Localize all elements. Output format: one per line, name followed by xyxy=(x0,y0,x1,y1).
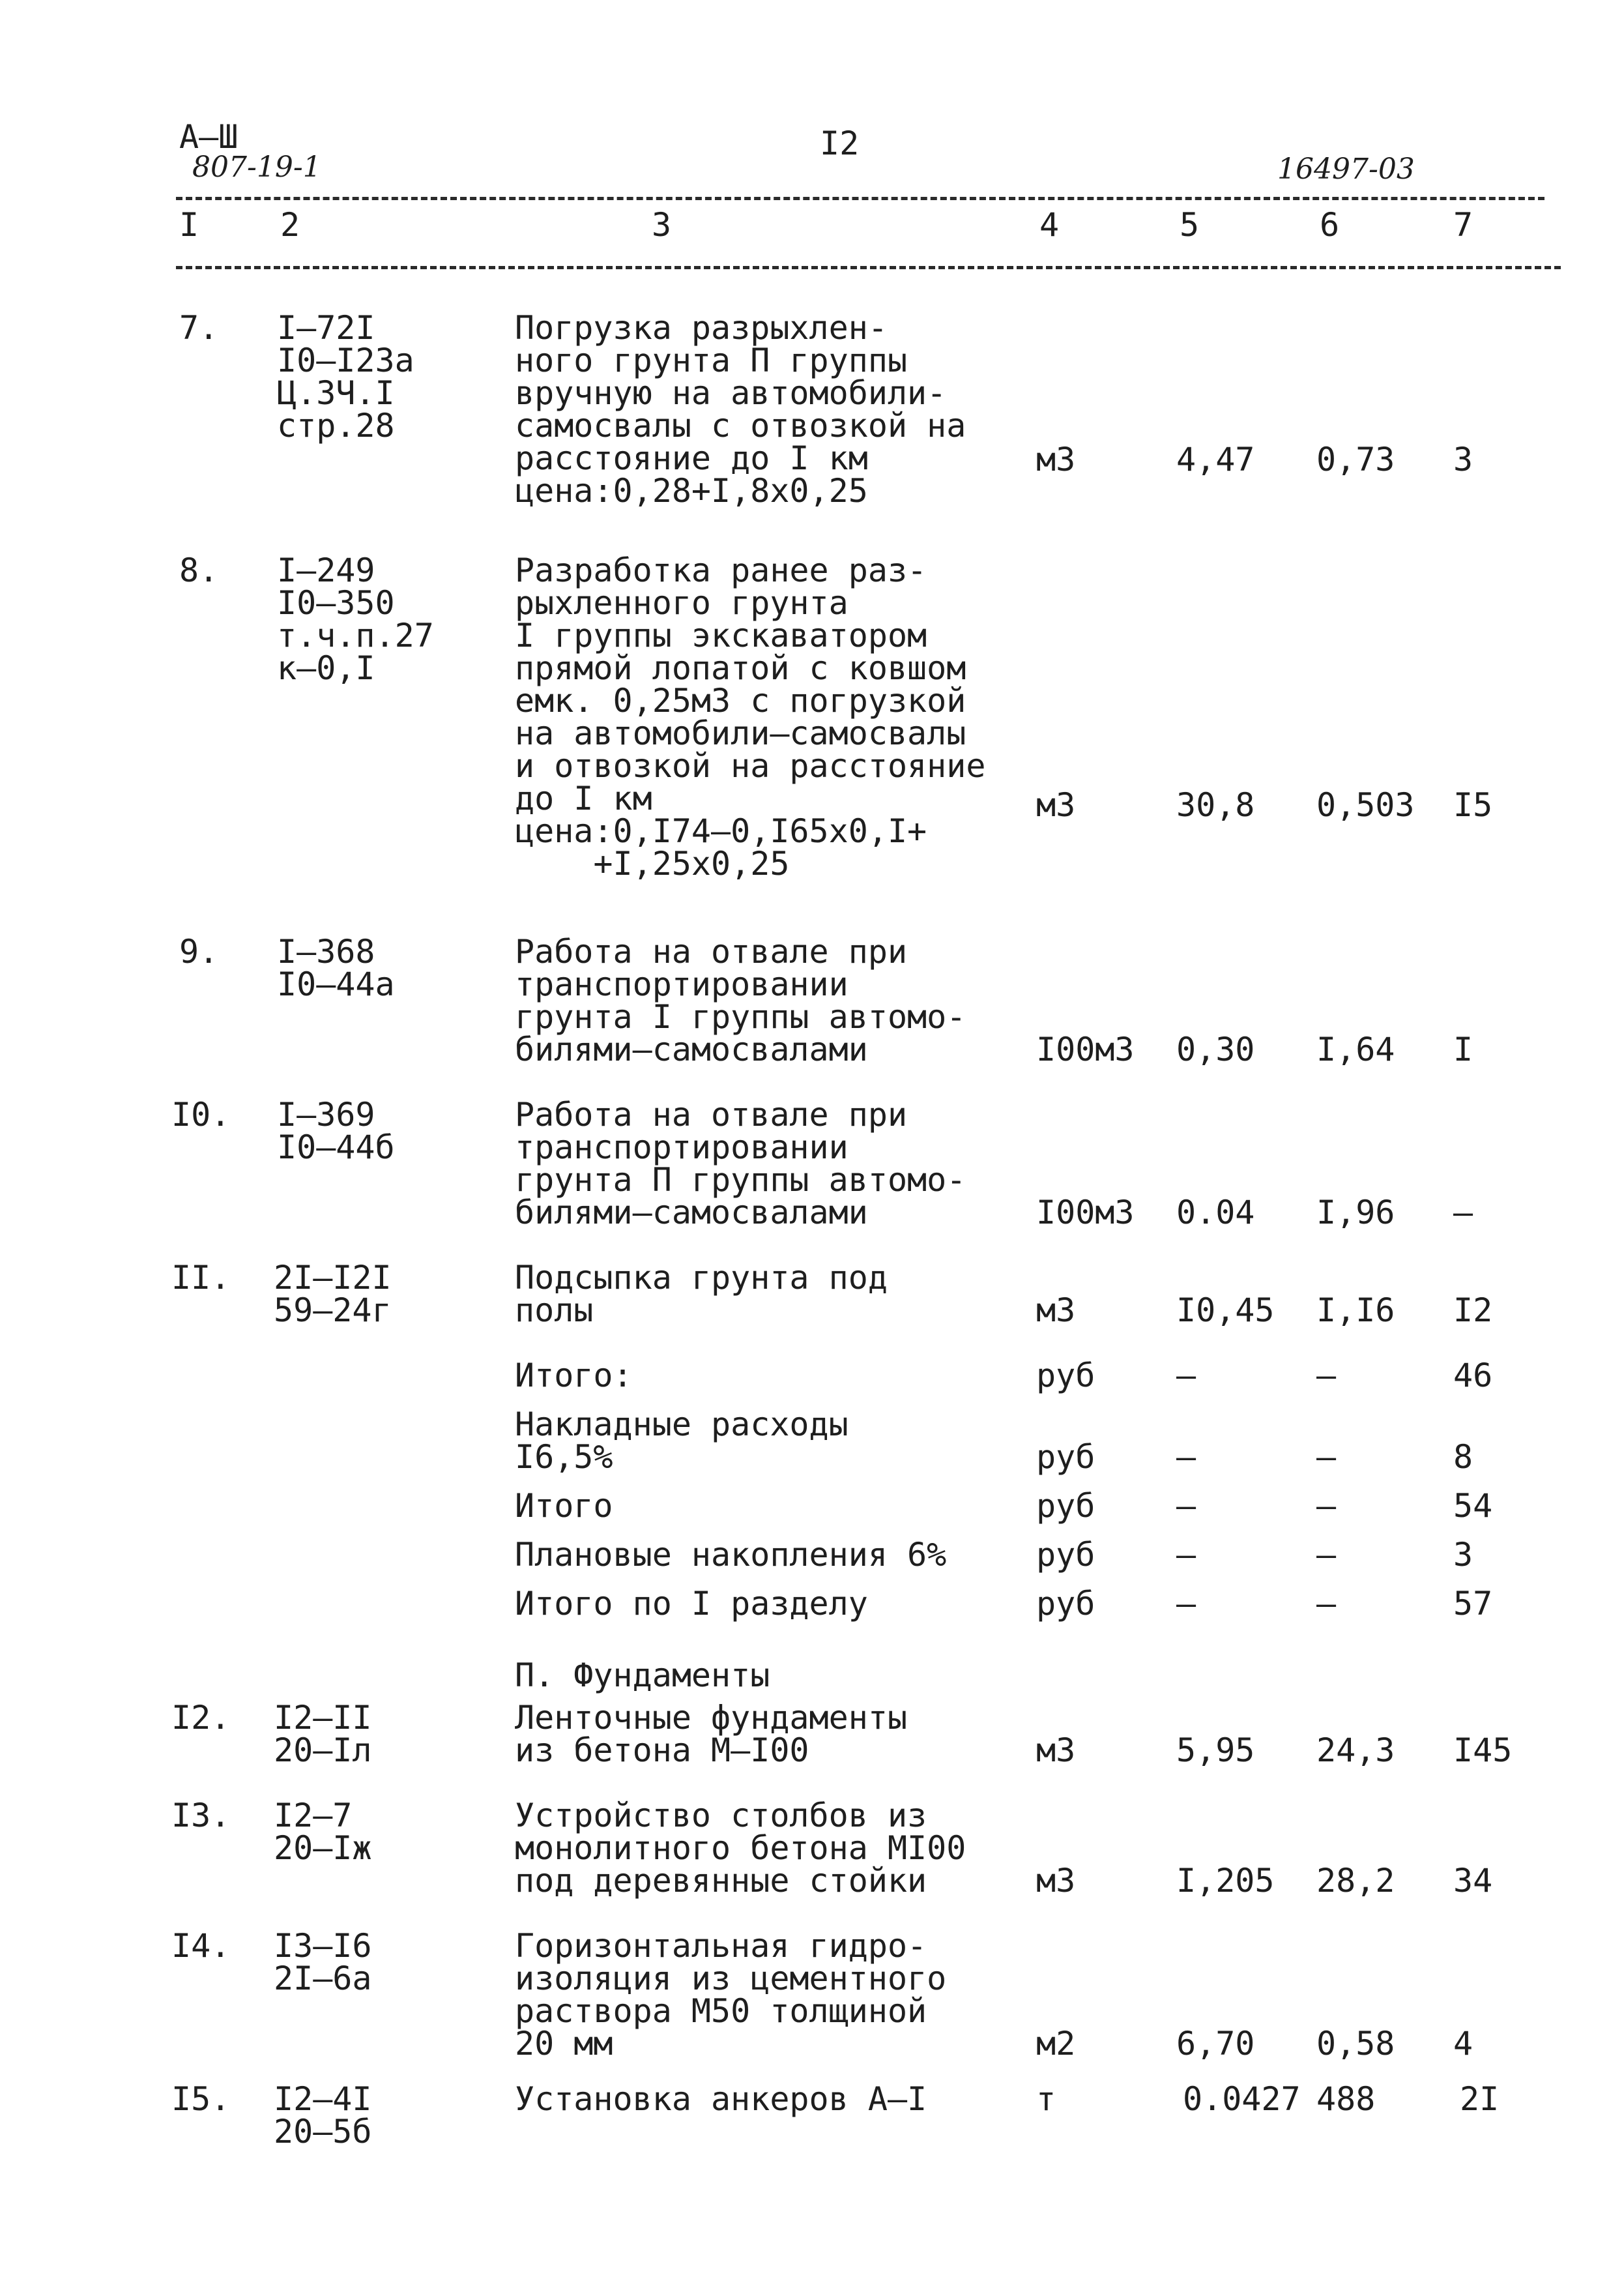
row-code: I3—I6 2I—6а xyxy=(274,1927,372,1997)
col-number-7: 7 xyxy=(1453,206,1473,244)
row-unit: т xyxy=(1036,2080,1056,2118)
row-total: 4 xyxy=(1453,2025,1473,2063)
row-unit: руб xyxy=(1036,1585,1095,1623)
row-code: I2—II 20—Iл xyxy=(274,1699,372,1769)
row-description: Горизонтальная гидро- изоляция из цементного раствора М50 толщиной 20 мм xyxy=(515,1927,947,2063)
col-number-6: 6 xyxy=(1320,206,1340,244)
row-quantity: 30,8 xyxy=(1176,786,1255,824)
row-number: I0. xyxy=(171,1096,231,1134)
header-bottom-rule xyxy=(176,266,1561,269)
col-number-3: 3 xyxy=(652,206,672,244)
row-quantity: 0.04 xyxy=(1176,1194,1255,1231)
row-unit: м3 xyxy=(1036,786,1076,824)
row-quantity: — xyxy=(1176,1536,1196,1574)
section-total-label: Итого по I разделу xyxy=(515,1585,868,1623)
planned-savings-label: Плановые накопления 6% xyxy=(515,1536,947,1574)
row-number: 7. xyxy=(179,309,219,347)
handwritten-left-number: 807-19-1 xyxy=(192,151,321,184)
row-unit: м3 xyxy=(1036,1731,1076,1769)
row-code: I—368 I0—44а xyxy=(277,933,395,1003)
row-unit: I00м3 xyxy=(1036,1194,1135,1231)
row-code: I2—7 20—Iж xyxy=(274,1797,372,1867)
row-quantity: — xyxy=(1176,1585,1196,1623)
row-description: Погрузка разрыхлен- ного грунта П группы вручную на автомобили- самосвалы с отвозкой на расстояние до I км цена:0,28+I,8х0,25 xyxy=(515,309,966,510)
row-quantity: — xyxy=(1176,1357,1196,1394)
col-number-5: 5 xyxy=(1180,206,1200,244)
row-number: 9. xyxy=(179,933,219,971)
row-unit: м3 xyxy=(1036,1291,1076,1329)
row-quantity: — xyxy=(1176,1487,1196,1525)
row-number: I3. xyxy=(171,1797,231,1834)
row-unit-price: 0,73 xyxy=(1316,441,1395,478)
row-total: 8 xyxy=(1453,1438,1473,1476)
row-description: Работа на отвале при транспортировании грунта П группы автомо- билями—самосвалами xyxy=(515,1096,966,1231)
row-unit: м3 xyxy=(1036,441,1076,478)
row-description: Установка анкеров А—I xyxy=(515,2080,927,2118)
row-number: 8. xyxy=(179,551,219,589)
row-quantity: 4,47 xyxy=(1176,441,1255,478)
row-description: Разработка ранее раз- рыхленного грунта I группы экскаватором прямой лопатой с ковшом емк. 0,25м3 с погрузкой на автомобили—самосвалы и отвозкой на расстояние до I км цена:0,I74—0,I65х0,I+ +I,25х0,25 xyxy=(515,551,986,883)
row-unit: I00м3 xyxy=(1036,1031,1135,1068)
row-unit: руб xyxy=(1036,1357,1095,1394)
row-quantity: 5,95 xyxy=(1176,1731,1255,1769)
row-unit-price: I,I6 xyxy=(1316,1291,1395,1329)
row-total: I2 xyxy=(1453,1291,1493,1329)
col-number-4: 4 xyxy=(1039,206,1060,244)
row-description: Подсыпка грунта под полы xyxy=(515,1259,888,1329)
row-total: 46 xyxy=(1453,1357,1493,1394)
row-description: Устройство столбов из монолитного бетона МI00 под деревянные стойки xyxy=(515,1797,966,1900)
row-quantity: I,205 xyxy=(1176,1862,1275,1900)
row-quantity: 0.0427 xyxy=(1183,2080,1301,2118)
row-unit-price: — xyxy=(1316,1536,1337,1574)
row-number: II. xyxy=(171,1259,231,1297)
row-unit-price: — xyxy=(1316,1487,1337,1525)
row-unit: м3 xyxy=(1036,1862,1076,1900)
row-total: — xyxy=(1453,1194,1473,1231)
row-total: 3 xyxy=(1453,1536,1473,1574)
row-unit-price: I,96 xyxy=(1316,1194,1395,1231)
row-quantity: I0,45 xyxy=(1176,1291,1275,1329)
row-total: I45 xyxy=(1453,1731,1513,1769)
section-heading: П. Фундаменты xyxy=(515,1656,770,1694)
row-unit: руб xyxy=(1036,1438,1095,1476)
row-total: 3 xyxy=(1453,441,1473,478)
row-quantity: 6,70 xyxy=(1176,2025,1255,2063)
subtotal-label: Итого: xyxy=(515,1357,633,1394)
row-unit-price: 0,503 xyxy=(1316,786,1415,824)
row-quantity: 0,30 xyxy=(1176,1031,1255,1068)
row-unit-price: 24,3 xyxy=(1316,1731,1395,1769)
row-unit: м2 xyxy=(1036,2025,1076,2063)
row-total: 34 xyxy=(1453,1862,1493,1900)
row-unit-price: — xyxy=(1316,1438,1337,1476)
row-unit-price: 0,58 xyxy=(1316,2025,1395,2063)
row-total: 54 xyxy=(1453,1487,1493,1525)
row-total: 2I xyxy=(1460,2080,1500,2118)
row-description: Ленточные фундаменты из бетона М—I00 xyxy=(515,1699,908,1769)
row-total: I xyxy=(1453,1031,1473,1068)
row-code: I—249 I0—350 т.ч.п.27 к—0,I xyxy=(277,551,434,687)
row-number: I2. xyxy=(171,1699,231,1737)
row-unit-price: — xyxy=(1316,1585,1337,1623)
row-unit-price: — xyxy=(1316,1357,1337,1394)
series-label: А—Ш xyxy=(179,118,239,156)
row-unit-price: I,64 xyxy=(1316,1031,1395,1068)
row-code: 2I—I2I 59—24г xyxy=(274,1259,392,1329)
row-unit: руб xyxy=(1036,1536,1095,1574)
page-number: I2 xyxy=(820,125,860,162)
row-unit-price: 28,2 xyxy=(1316,1862,1395,1900)
row-code: I—369 I0—44б xyxy=(277,1096,395,1166)
row-number: I4. xyxy=(171,1927,231,1965)
row-code: I—72I I0—I23а Ц.3Ч.I стр.28 xyxy=(277,309,414,445)
col-number-1: I xyxy=(179,206,199,244)
handwritten-right-number: 16497-03 xyxy=(1277,153,1415,186)
row-code: I2—4I 20—5б xyxy=(274,2080,372,2151)
row-quantity: — xyxy=(1176,1438,1196,1476)
header-top-rule xyxy=(176,197,1544,200)
row-total: 57 xyxy=(1453,1585,1493,1623)
row-number: I5. xyxy=(171,2080,231,2118)
row-total: I5 xyxy=(1453,786,1493,824)
overhead-label: Накладные расходы I6,5% xyxy=(515,1405,848,1476)
row-unit: руб xyxy=(1036,1487,1095,1525)
total-label: Итого xyxy=(515,1487,613,1525)
row-description: Работа на отвале при транспортировании грунта I группы автомо- билями—самосвалами xyxy=(515,933,966,1068)
row-unit-price: 488 xyxy=(1316,2080,1376,2118)
col-number-2: 2 xyxy=(280,206,300,244)
